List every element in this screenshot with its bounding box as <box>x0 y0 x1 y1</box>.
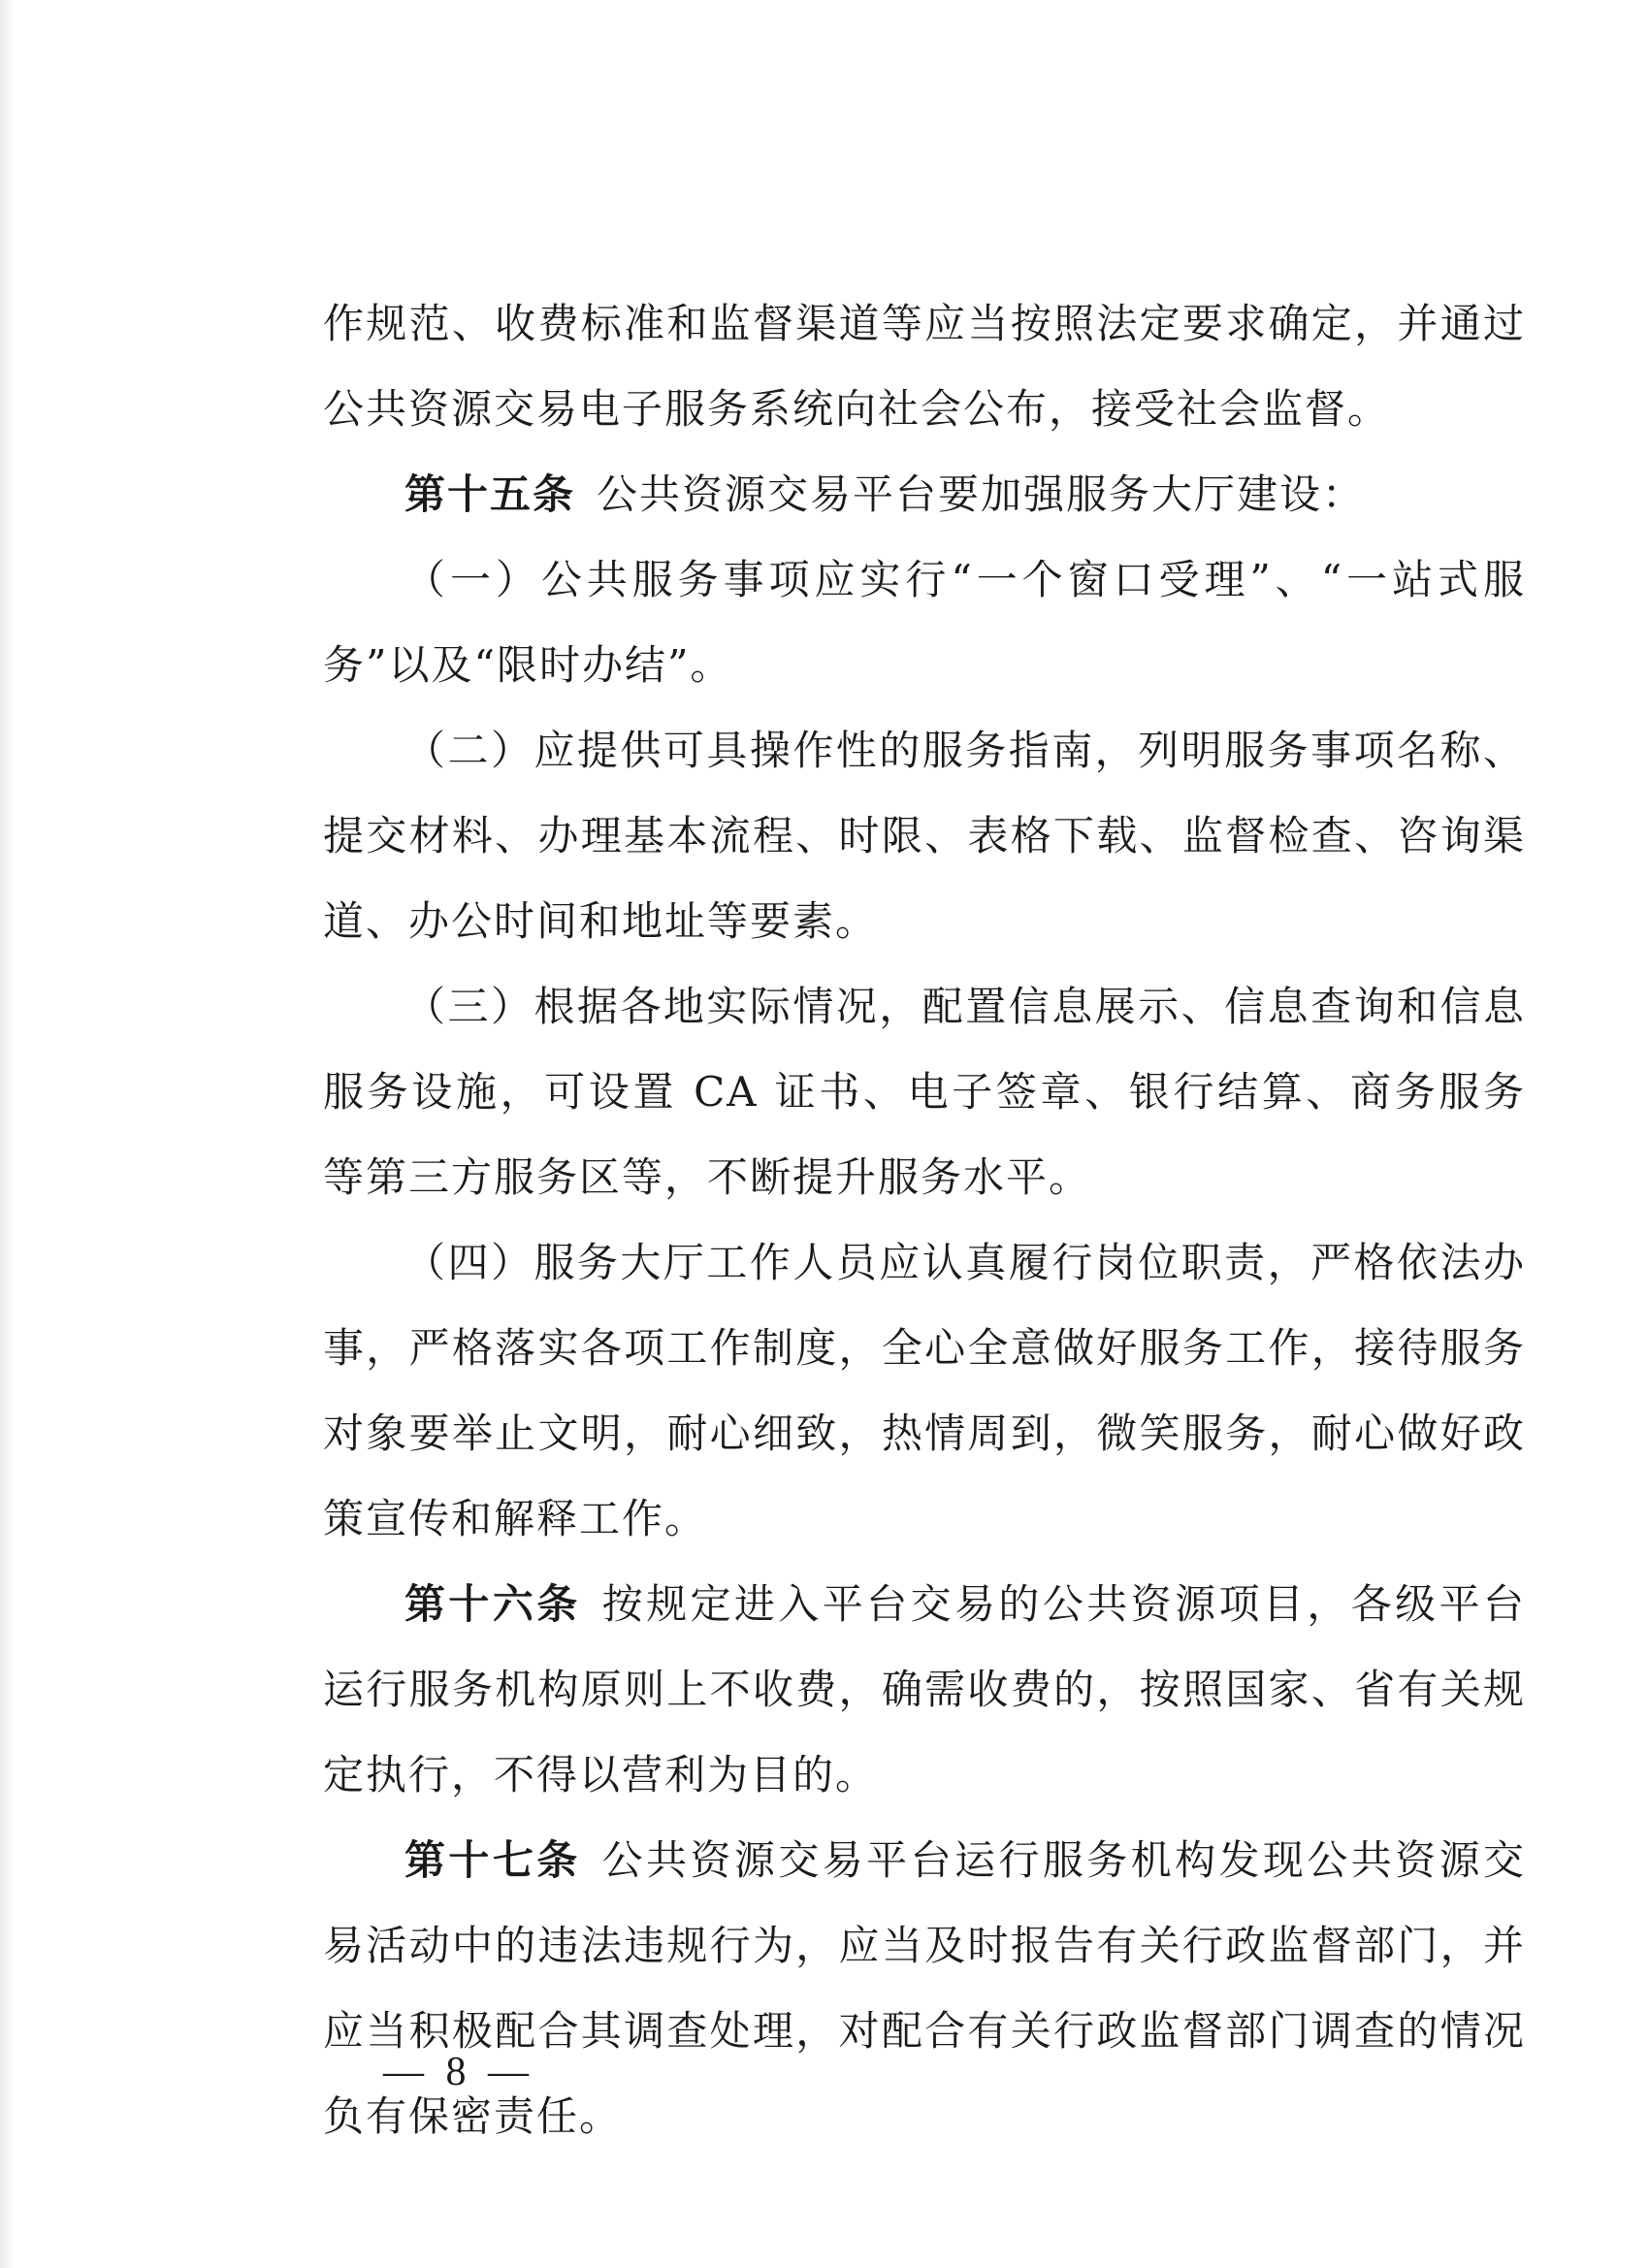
article-number: 第十五条 <box>404 470 576 518</box>
paragraph-text: 公共资源交易平台要加强服务大厅建设： <box>597 470 1366 518</box>
paragraph-text: （一）公共服务事项应实行“一个窗口受理”、“一站式服务”以及“限时办结”。 <box>323 556 1526 689</box>
article-15-heading <box>323 452 1526 537</box>
article-15-item-2 <box>323 708 1526 964</box>
article-16 <box>323 1562 1526 1818</box>
page-number: — 8 — <box>383 2050 534 2094</box>
paragraph-text: （二）应提供可具操作性的服务指南，列明服务事项名称、提交材料、办理基本流程、时限、表格下载、监督检查、咨询渠道、办公时间和地址等要素。 <box>323 727 1526 945</box>
paragraph-text: 按规定进入平台交易的公共资源项目，各级平台运行服务机构原则上不收费，确需收费的，按照国家、省有关规定执行，不得以营利为目的。 <box>323 1580 1526 1798</box>
paragraph-text: （四）服务大厅工作人员应认真履行岗位职责，严格依法办事，严格落实各项工作制度，全心全意做好服务工作，接待服务对象要举止文明，耐心细致，热情周到，微笑服务，耐心做好政策宣传和解释工作。 <box>323 1239 1526 1542</box>
article-15-item-3 <box>323 964 1526 1220</box>
article-15-item-1 <box>323 537 1526 708</box>
article-number: 第十七条 <box>404 1836 581 1884</box>
paragraph-continuation <box>323 281 1526 452</box>
article-number: 第十六条 <box>404 1580 581 1628</box>
paragraph-text: 公共资源交易平台运行服务机构发现公共资源交易活动中的违法违规行为，应当及时报告有关行政监督部门，并应当积极配合其调查处理，对配合有关行政监督部门调查的情况负有保密责任。 <box>323 1836 1526 2140</box>
document-body <box>323 281 1526 2159</box>
scan-edge-shadow <box>0 0 14 2268</box>
article-17 <box>323 1818 1526 2159</box>
article-15-item-4 <box>323 1220 1526 1562</box>
paragraph-text: （三）根据各地实际情况，配置信息展示、信息查询和信息服务设施，可设置 CA 证书、电子签章、银行结算、商务服务等第三方服务区等，不断提升服务水平。 <box>323 983 1526 1201</box>
paragraph-text: 作规范、收费标准和监督渠道等应当按照法定要求确定，并通过公共资源交易电子服务系统向社会公布，接受社会监督。 <box>323 300 1526 433</box>
